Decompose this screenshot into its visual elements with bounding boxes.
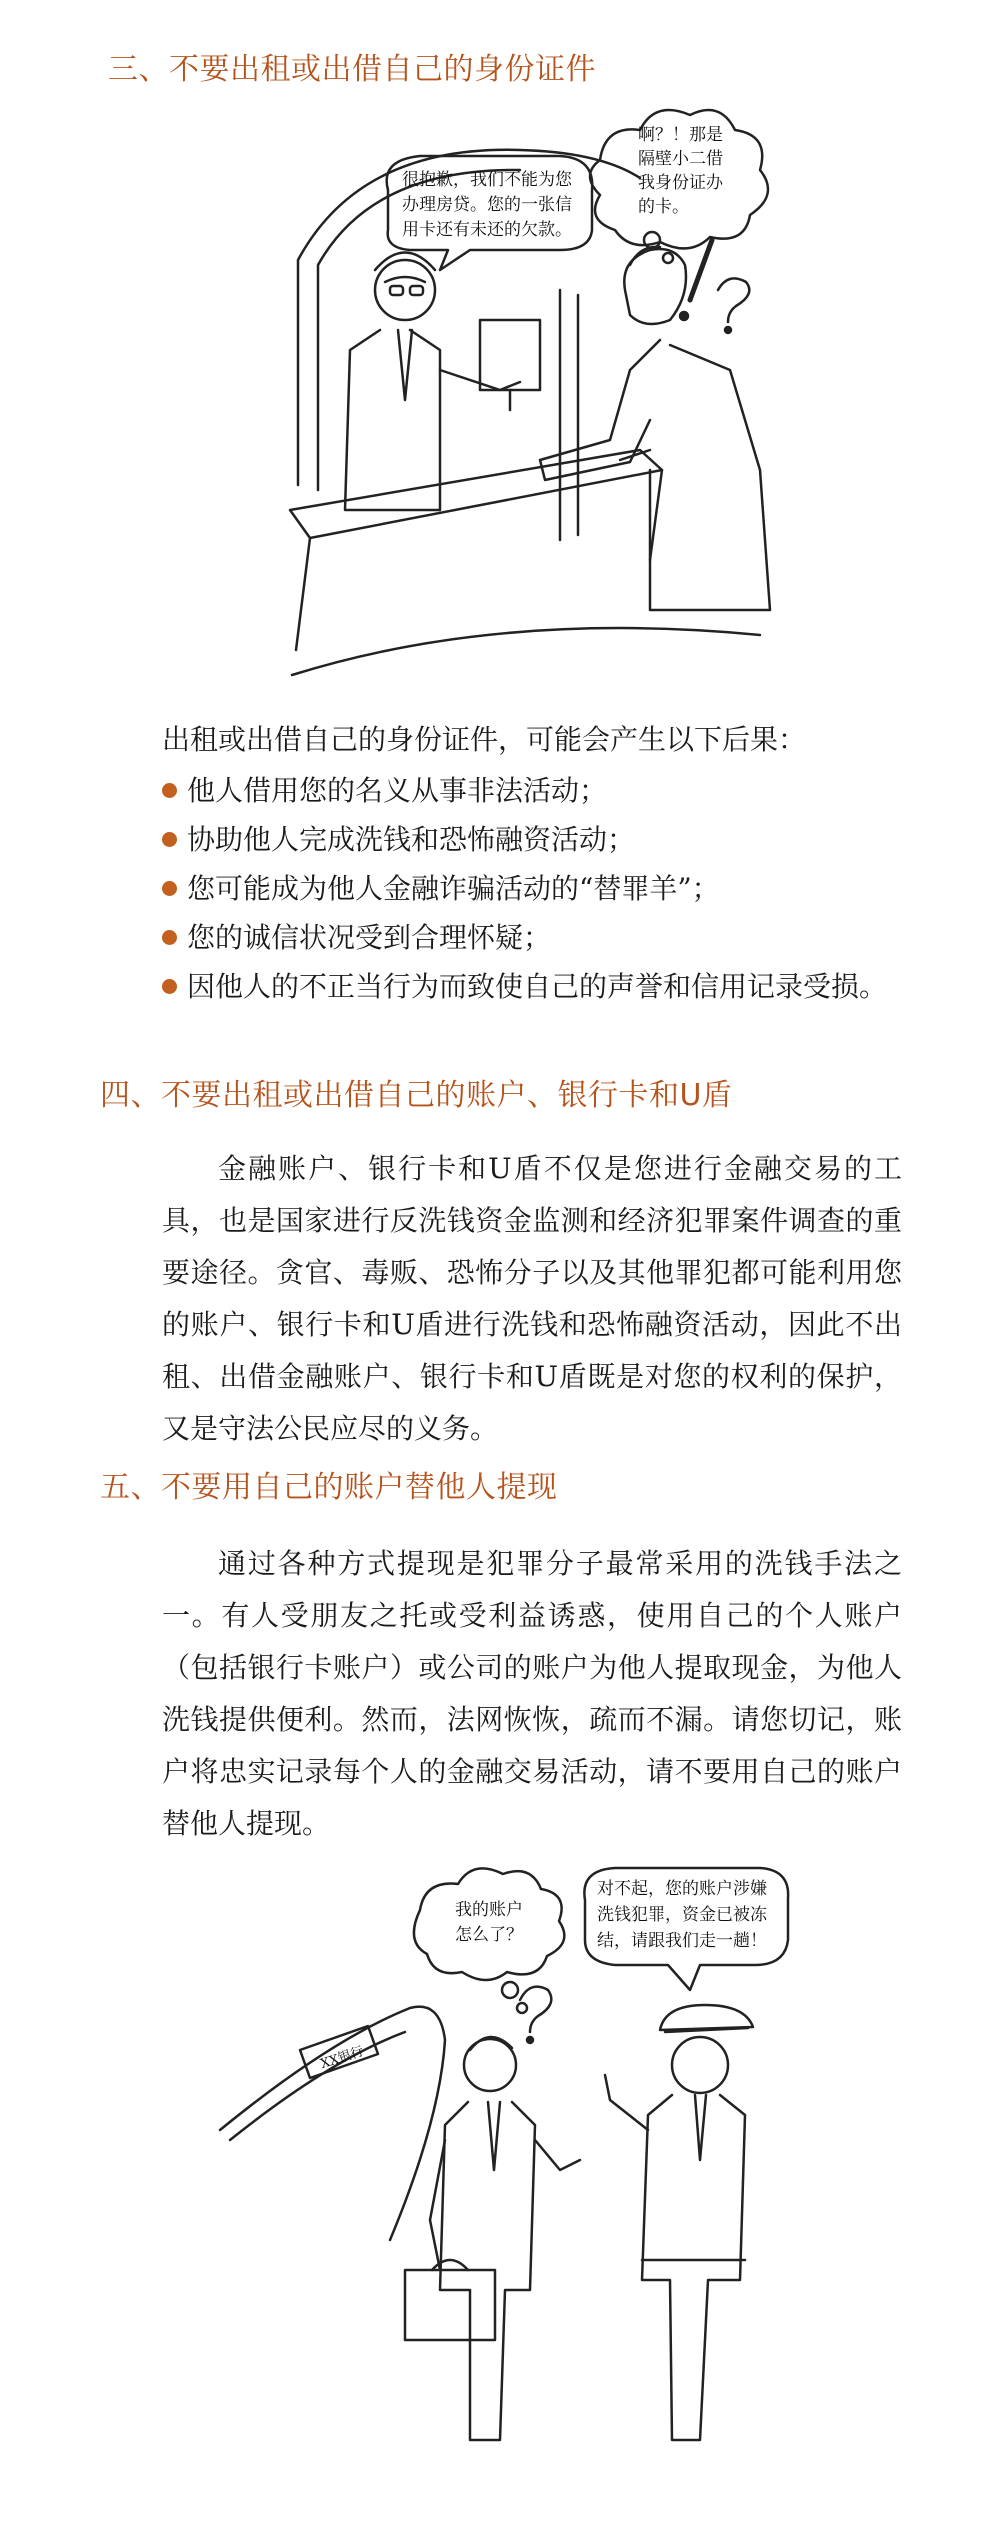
officer-speech-line-1: 对不起，您的账户涉嫌 — [597, 1879, 767, 1899]
section-3-title: 三、不要出租或出借自己的身份证件 — [108, 52, 596, 87]
clerk-speech-line-2: 办理房贷。您的一张信 — [402, 195, 572, 215]
bullet-dot-icon — [162, 979, 177, 994]
section-5-title: 五、不要用自己的账户替他人提现 — [100, 1470, 558, 1505]
sign-label: XX银行 — [318, 2044, 366, 2073]
bullet-dot-icon — [162, 881, 177, 896]
bullet-dot-icon — [162, 783, 177, 798]
man-thought-line-1: 我的账户 — [455, 1900, 523, 1920]
list-item: 您可能成为他人金融诈骗活动的“替罪羊”； — [162, 864, 887, 913]
consequences-list — [162, 766, 887, 1011]
officer-speech-line-2: 洗钱犯罪，资金已被冻 — [597, 1905, 767, 1925]
officer-speech-line-3: 结，请跟我们走一趟！ — [597, 1931, 767, 1951]
list-item: 您的诚信状况受到合理怀疑； — [162, 913, 887, 962]
bullet-dot-icon — [162, 930, 177, 945]
clerk-speech-line-3: 用卡还有未还的欠款。 — [402, 220, 572, 240]
consequences-intro: 出租或出借自己的身份证件，可能会产生以下后果： — [162, 723, 807, 756]
list-item: 因他人的不正当行为而致使自己的声誉和信用记录受损。 — [162, 962, 887, 1011]
customer-thought-line-3: 我身份证办 — [638, 173, 723, 193]
section-5-body: 通过各种方式提现是犯罪分子最常采用的洗钱手法之一。有人受朋友之托或受利益诱惑，使用自己的个人账户（包括银行卡账户）或公司的账户为他人提取现金，为他人洗钱提供便利。然而，法网恢恢，疏而不漏。请您切记，账户将忠实记录每个人的金融交易活动，请不要用自己的账户替他人提现。 — [162, 1547, 902, 1840]
police-illustration — [0, 1840, 1000, 2530]
bank-counter-illustration — [0, 90, 1000, 730]
section-4-body: 金融账户、银行卡和U盾不仅是您进行金融交易的工具，也是国家进行反洗钱资金监测和经济犯罪案件调查的重要途径。贪官、毒贩、恐怖分子以及其他罪犯都可能利用您的账户、银行卡和U盾进行洗钱和恐怖融资活动，因此不出租、出借金融账户、银行卡和U盾既是对您的权利的保护，又是守法公民应尽的义务。 — [162, 1152, 902, 1445]
customer-thought-line-1: 啊？！那是 — [638, 125, 723, 145]
list-item: 协助他人完成洗钱和恐怖融资活动； — [162, 815, 887, 864]
customer-thought-line-2: 隔壁小二借 — [638, 149, 723, 169]
man-thought-line-2: 怎么了？ — [455, 1925, 523, 1945]
clerk-speech-line-1: 很抱歉，我们不能为您 — [402, 170, 572, 190]
bullet-dot-icon — [162, 832, 177, 847]
customer-thought-line-4: 的卡。 — [638, 197, 689, 217]
list-item: 他人借用您的名义从事非法活动； — [162, 766, 887, 815]
section-4-title: 四、不要出租或出借自己的账户、银行卡和U盾 — [100, 1078, 733, 1113]
